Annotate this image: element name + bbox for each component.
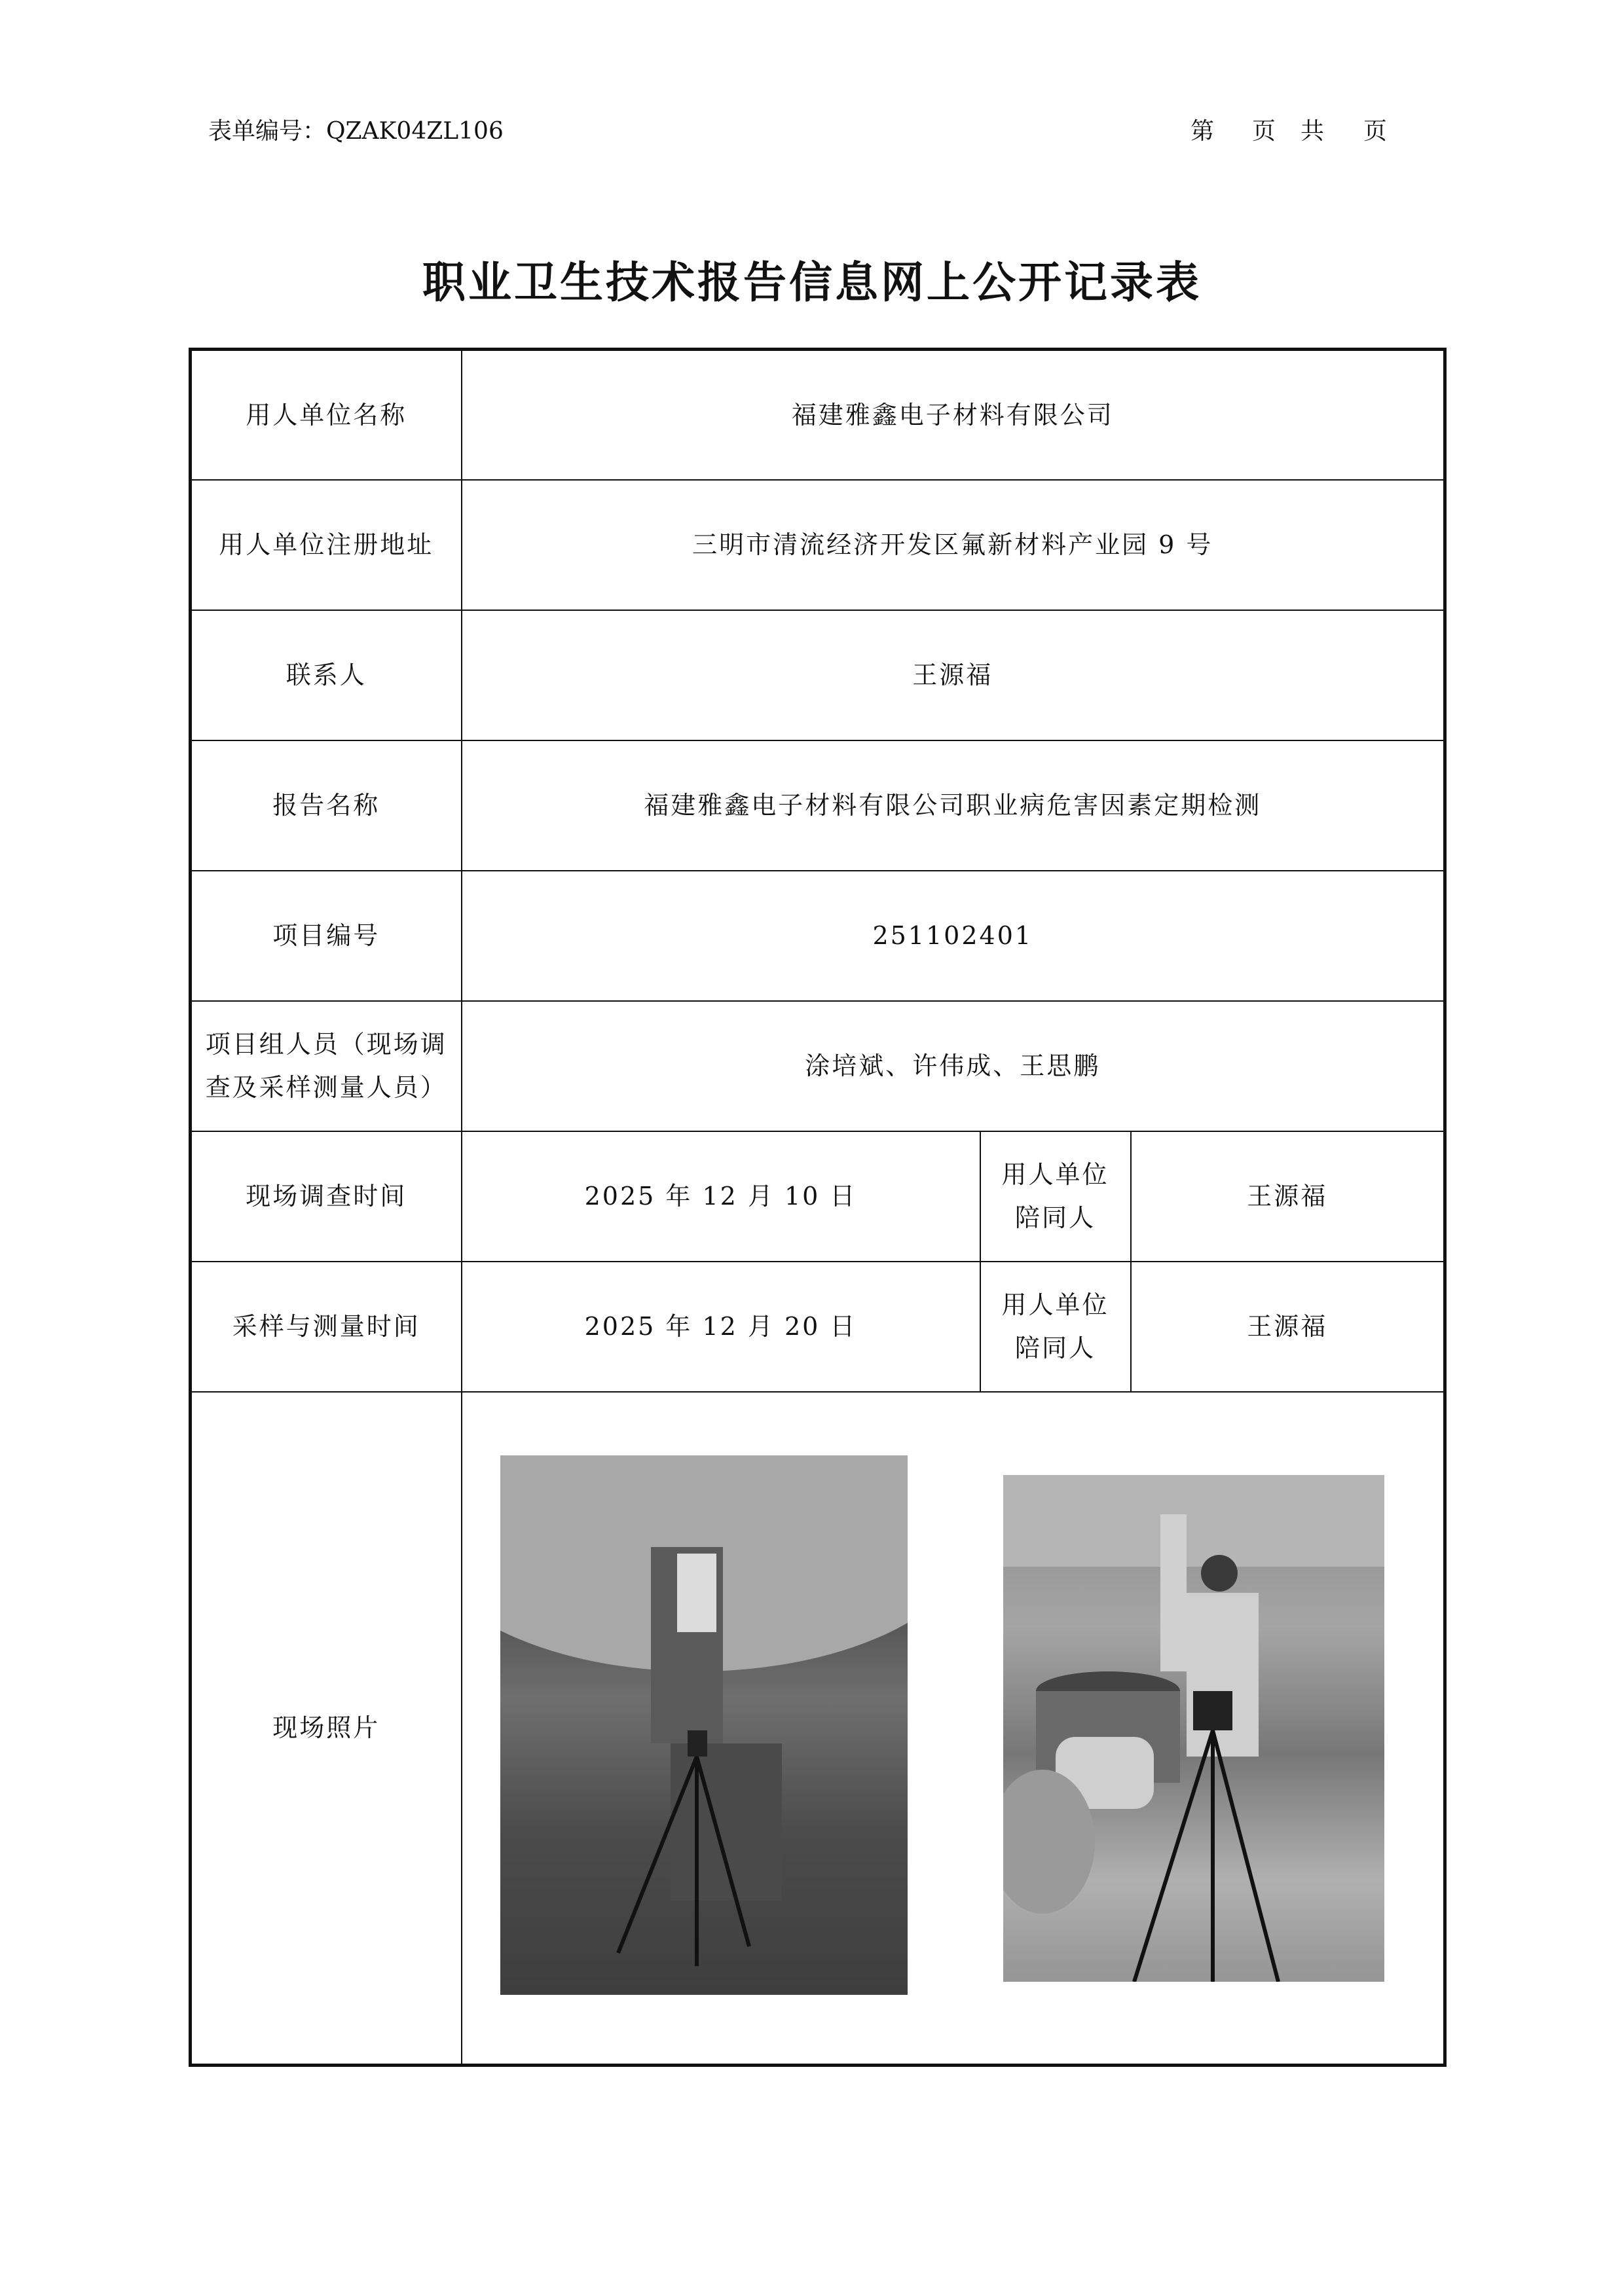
sampling-companion-label bbox=[980, 1262, 1131, 1392]
sampling-companion-value: 王源福 bbox=[1131, 1262, 1445, 1392]
report-name-label: 报告名称 bbox=[191, 740, 462, 871]
page-word-4: 页 bbox=[1363, 118, 1388, 145]
page-indicator bbox=[1190, 113, 1387, 146]
survey-companion-value: 王源福 bbox=[1131, 1131, 1445, 1262]
page-word-1: 第 bbox=[1190, 118, 1215, 145]
workshop-photo-illustration bbox=[1003, 1475, 1384, 1982]
photos-label: 现场照片 bbox=[191, 1392, 462, 2066]
row-report-name bbox=[191, 740, 1445, 871]
project-number-label: 项目编号 bbox=[191, 871, 462, 1001]
team-members-label-line1: 项目组人员（现场调 bbox=[205, 1030, 447, 1059]
row-project-number bbox=[191, 871, 1445, 1001]
page-word-3: 共 bbox=[1301, 118, 1325, 145]
document-title: 职业卫生技术报告信息网上公开记录表 bbox=[422, 257, 1202, 308]
page-word-2: 页 bbox=[1252, 118, 1276, 145]
employer-name-value: 福建雅鑫电子材料有限公司 bbox=[462, 350, 1445, 480]
photos-cell bbox=[462, 1392, 1445, 2066]
contact-label: 联系人 bbox=[191, 610, 462, 740]
row-sampling-time bbox=[191, 1262, 1445, 1392]
employer-address-value: 三明市清流经济开发区氟新材料产业园 9 号 bbox=[462, 480, 1445, 610]
row-team-members bbox=[191, 1001, 1445, 1131]
team-members-value: 涂培斌、许伟成、王思鹏 bbox=[462, 1001, 1445, 1131]
survey-time-value: 2025 年 12 月 10 日 bbox=[462, 1131, 980, 1262]
sampling-time-label: 采样与测量时间 bbox=[191, 1262, 462, 1392]
report-name-value: 福建雅鑫电子材料有限公司职业病危害因素定期检测 bbox=[462, 740, 1445, 871]
row-survey-time bbox=[191, 1131, 1445, 1262]
survey-companion-label-line1: 用人单位 bbox=[1001, 1160, 1109, 1189]
project-number-value: 251102401 bbox=[462, 871, 1445, 1001]
site-photo-tank bbox=[500, 1455, 908, 1995]
row-employer-name bbox=[191, 350, 1445, 480]
sampling-companion-label-line2: 陪同人 bbox=[1014, 1334, 1096, 1362]
tank-photo-illustration bbox=[500, 1455, 908, 1995]
employer-address-label: 用人单位注册地址 bbox=[191, 480, 462, 610]
sampling-companion-label-line1: 用人单位 bbox=[1001, 1290, 1109, 1319]
contact-value: 王源福 bbox=[462, 610, 1445, 740]
survey-companion-label bbox=[980, 1131, 1131, 1262]
survey-companion-label-line2: 陪同人 bbox=[1014, 1203, 1096, 1232]
row-photos bbox=[191, 1392, 1445, 2066]
site-photo-workshop bbox=[1003, 1475, 1384, 1982]
record-table bbox=[189, 348, 1447, 2067]
team-members-label bbox=[191, 1001, 462, 1131]
survey-time-label: 现场调查时间 bbox=[191, 1131, 462, 1262]
sampling-time-value: 2025 年 12 月 20 日 bbox=[462, 1262, 980, 1392]
form-number: 表单编号：QZAK04ZL106 bbox=[208, 118, 504, 145]
employer-name-label: 用人单位名称 bbox=[191, 350, 462, 480]
row-contact bbox=[191, 610, 1445, 740]
row-employer-address bbox=[191, 480, 1445, 610]
team-members-label-line2: 查及采样测量人员） bbox=[205, 1073, 447, 1102]
